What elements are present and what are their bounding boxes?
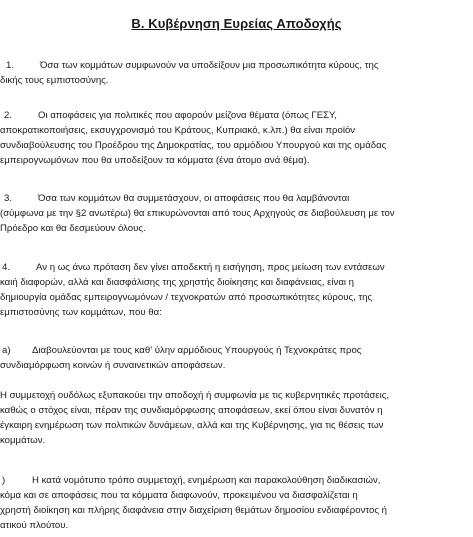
paragraph-line: χρηστή διοίκηση και πλήρης διαφάνεια στην διαχείριση θεμάτων δημοσίου ενδιαφέροντος ή: [0, 505, 388, 516]
paragraph-line: εμπιστοσύνης των κομμάτων, που θα:: [0, 307, 162, 318]
paragraph-number: ): [2, 475, 6, 486]
paragraph-line: Πρόεδρο και θα δεσμεύουν όλους.: [0, 223, 146, 234]
paragraph-line: συνδιαμόρφωση κοινών ή συναινετικών αποφάσεων.: [0, 360, 226, 371]
paragraph-number: 3.: [4, 193, 13, 204]
paragraph-item-a: [0, 343, 468, 373]
paragraph-line: 2. Οι αποφάσεις για πολιτικές που αφορούν μείζονα θέματα (όπως ΓΕΣΥ,: [4, 110, 337, 121]
paragraph-4: [0, 260, 468, 320]
paragraph-line: καθώς ο στόχος είναι, πέραν της συνδιαμόρφωσης αποφάσεων, εκεί όπου είναι δυνατόν η: [0, 405, 383, 416]
paragraph-2: [0, 108, 468, 168]
paragraph-participation: [0, 388, 468, 448]
paragraph-line: 1. Όσα των κομμάτων συμφωνούν να υποδείξουν μια προσωπικότητα κύρους, της: [6, 60, 379, 71]
paragraph-line: (σύμφωνα με την §2 ανωτέρω) θα επικυρώνονται από τους Αρχηγούς σε διαβούλευση με τον: [0, 208, 395, 219]
paragraph-3: [0, 191, 468, 236]
paragraph-line: κομμάτων.: [0, 435, 46, 446]
paragraph-line: 4. Αν η ως άνω πρόταση δεν γίνει αποδεκτή η εισήγηση, προς μείωση των εντάσεων: [2, 262, 385, 273]
paragraph-line: αποκρατικοποιήσεις, εκσυγχρονισμό του Κράτους, Κυπριακό, κ.λπ.) θα είναι προϊόν: [0, 125, 356, 136]
paragraph-line: εμπειρογνωμόνων που θα υποδείξουν τα κόμματα (ένα άτομο ανά θέμα).: [0, 155, 310, 166]
paragraph-line: καιή διαφορών, αλλά και διασφάλισης της χρηστής διοίκησης και διαφάνειας, είναι η: [0, 277, 355, 288]
paragraph-number: 4.: [2, 262, 11, 273]
paragraph-1: [0, 58, 468, 88]
paragraph-line: κόμα και σε αποφάσεις που τα κόμματα διαφωνούν, προκειμένου να διασφαλίζεται η: [0, 490, 358, 501]
paragraph-line: δημιουργία ομάδας εμπειρογνωμόνων / τεχνοκρατών από προσωπικότητες κύρους, της: [0, 292, 373, 303]
paragraph-number: 1.: [6, 60, 15, 71]
paragraph-line: a) Διαβουλεύονται με τους καθ' ύλην αρμόδιους Υπουργούς ή Τεχνοκράτες προς: [2, 345, 362, 356]
paragraph-line: Η συμμετοχή ουδόλως εξυπακούει την αποδοχή ή συμφωνία με τις κυβερνητικές προτάσεις,: [0, 390, 389, 401]
paragraph-item-b: [0, 473, 468, 533]
paragraph-line: ) Η κατά νομότυπο τρόπο συμμετοχή, ενημέρωση και παρακολούθηση διαδικασιών,: [2, 475, 381, 486]
document-title: Β. Κυβέρνηση Ευρείας Αποδοχής: [131, 16, 342, 31]
paragraph-number: 2.: [4, 110, 13, 121]
paragraph-number: a): [2, 345, 11, 356]
paragraph-line: ατικού πλούτου.: [0, 520, 69, 531]
paragraph-line: δικής τους εμπιστοσύνης.: [0, 75, 109, 86]
paragraph-line: έγκαιρη ενημέρωση των πολιτικών δυνάμεων, αλλά και της Κυβέρνησης, για τις θέσεις των: [0, 420, 384, 431]
paragraph-line: συνδιαβούλευσης του Προέδρου της Δημοκρατίας, του αρμόδιου Υπουργού και της ομάδας: [0, 140, 387, 151]
paragraph-line: 3. Όσα των κομμάτων θα συμμετάσχουν, οι αποφάσεις που θα λαμβάνονται: [4, 193, 350, 204]
